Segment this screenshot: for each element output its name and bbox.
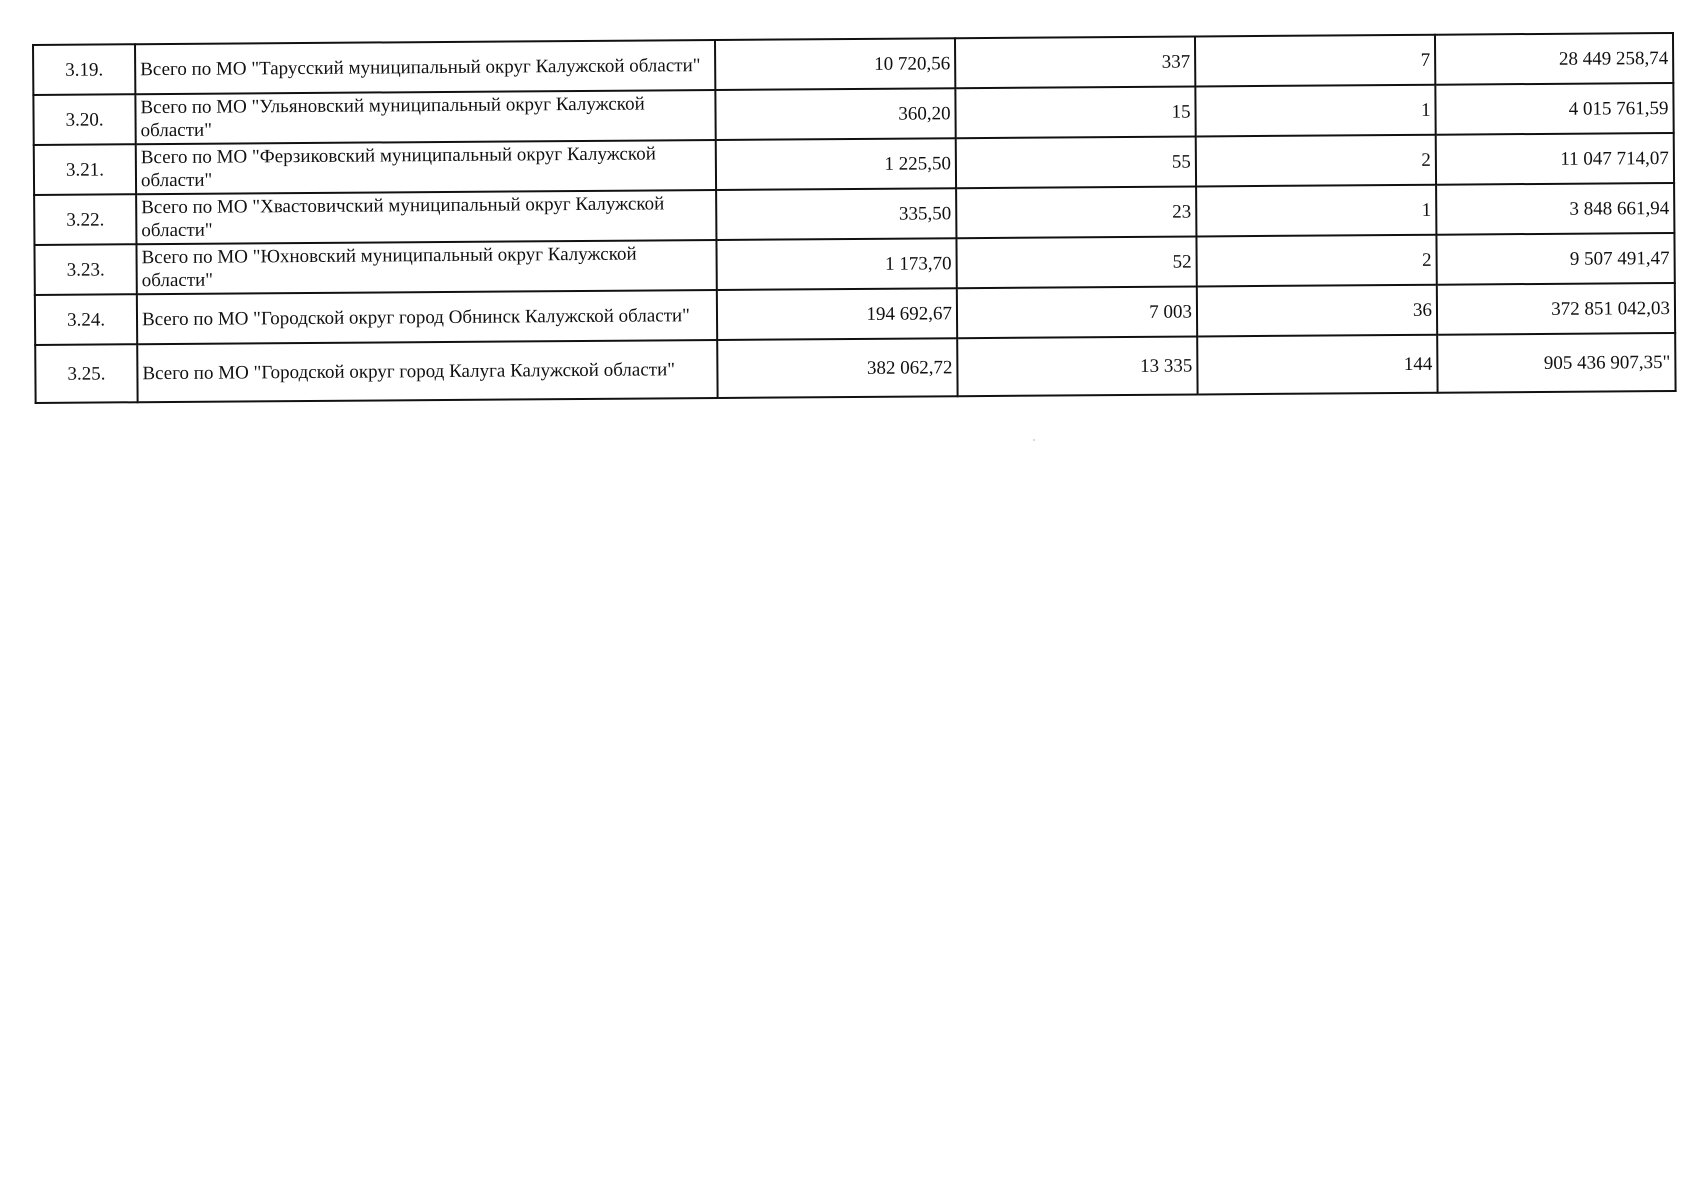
municipality-name-cell: Всего по МО "Тарусский муниципальный округ Калужской области" xyxy=(135,40,715,94)
data-table xyxy=(32,32,1677,404)
municipality-name-cell: Всего по МО "Городской округ город Калуга Калужской области" xyxy=(137,340,717,402)
people-cell: 337 xyxy=(955,36,1195,88)
table-container xyxy=(32,32,1677,404)
area-cell: 1 173,70 xyxy=(716,238,956,290)
municipality-name-cell: Всего по МО "Городской округ город Обнинск Калужской области" xyxy=(137,290,717,344)
municipality-name-cell: Всего по МО "Хвастовичский муниципальный округ Калужской области" xyxy=(136,190,716,244)
people-cell: 52 xyxy=(956,236,1196,288)
people-cell: 23 xyxy=(956,186,1196,238)
row-number-cell: 3.23. xyxy=(34,244,136,295)
houses-cell: 2 xyxy=(1196,135,1436,187)
cost-cell: 372 851 042,03 xyxy=(1437,283,1675,335)
municipality-name-cell: Всего по МО "Юхновский муниципальный округ Калужской области" xyxy=(136,240,716,294)
people-cell: 7 003 xyxy=(957,286,1197,338)
houses-cell: 7 xyxy=(1195,35,1435,87)
row-number-cell: 3.22. xyxy=(34,194,136,245)
people-cell: 13 335 xyxy=(957,336,1197,396)
cost-cell: 905 436 907,35" xyxy=(1437,333,1675,393)
cost-cell: 3 848 661,94 xyxy=(1436,183,1674,235)
area-cell: 382 062,72 xyxy=(717,338,957,398)
houses-cell: 1 xyxy=(1196,185,1436,237)
municipality-name-cell: Всего по МО "Ферзиковский муниципальный округ Калужской области" xyxy=(136,140,716,194)
houses-cell: 2 xyxy=(1196,235,1436,287)
houses-cell: 36 xyxy=(1197,285,1437,337)
row-number-cell: 3.24. xyxy=(35,294,137,345)
area-cell: 194 692,67 xyxy=(717,288,957,340)
row-number-cell: 3.21. xyxy=(34,144,136,195)
table-row xyxy=(35,333,1675,403)
people-cell: 55 xyxy=(956,136,1196,188)
area-cell: 335,50 xyxy=(716,188,956,240)
cost-cell: 4 015 761,59 xyxy=(1435,83,1673,135)
houses-cell: 1 xyxy=(1195,85,1435,137)
people-cell: 15 xyxy=(955,86,1195,138)
area-cell: 1 225,50 xyxy=(716,138,956,190)
area-cell: 10 720,56 xyxy=(715,38,955,90)
row-number-cell: 3.20. xyxy=(33,94,135,145)
scan-speck xyxy=(1033,439,1035,441)
area-cell: 360,20 xyxy=(715,88,955,140)
municipality-name-cell: Всего по МО "Ульяновский муниципальный округ Калужской области" xyxy=(135,90,715,144)
row-number-cell: 3.25. xyxy=(35,344,137,403)
houses-cell: 144 xyxy=(1197,335,1437,395)
cost-cell: 9 507 491,47 xyxy=(1436,233,1674,285)
row-number-cell: 3.19. xyxy=(33,44,135,95)
cost-cell: 28 449 258,74 xyxy=(1435,33,1673,85)
cost-cell: 11 047 714,07 xyxy=(1436,133,1674,185)
